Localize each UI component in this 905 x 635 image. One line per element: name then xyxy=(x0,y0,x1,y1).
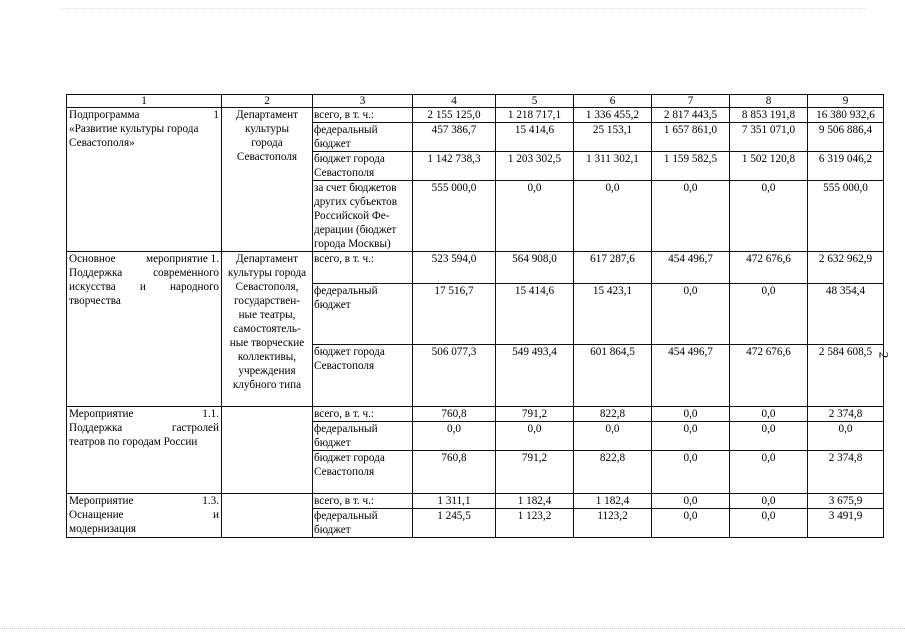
funding-source-cell xyxy=(313,451,413,494)
value-cell: 0,0 xyxy=(652,407,730,422)
header-cell: 2 xyxy=(222,95,313,108)
value-cell: 1123,2 xyxy=(574,509,652,538)
funding-source-line: федеральный xyxy=(314,423,378,435)
activity-name-cell xyxy=(67,252,222,407)
value-cell: 0,0 xyxy=(574,181,652,252)
activity-name-line xyxy=(69,266,219,280)
header-cell: 4 xyxy=(413,95,496,108)
total-cell: 48 354,4 xyxy=(808,283,884,345)
value-cell: 617 287,6 xyxy=(574,252,652,284)
activity-name-line xyxy=(69,252,219,266)
executor-line: ные творческие xyxy=(229,337,305,349)
value-cell: 822,8 xyxy=(574,451,652,494)
value-cell: 1 336 455,2 xyxy=(574,108,652,123)
activity-name-line xyxy=(69,508,219,522)
spacer xyxy=(224,392,310,406)
budget-table xyxy=(66,94,884,538)
header-cell: 9 xyxy=(808,95,884,108)
value-cell: 0,0 xyxy=(652,509,730,538)
value-cell: 1 657 861,0 xyxy=(652,123,730,152)
funding-source-line: за счет бюджетов xyxy=(314,182,397,194)
funding-source-cell xyxy=(313,283,413,345)
executor-line: ные театры, xyxy=(238,309,296,321)
funding-source-line: бюджет города xyxy=(314,153,385,165)
value-cell: 549 493,4 xyxy=(496,345,574,407)
header-cell: 6 xyxy=(574,95,652,108)
value-cell: 822,8 xyxy=(574,407,652,422)
activity-name-line: модернизация xyxy=(69,523,137,535)
value-cell: 506 077,3 xyxy=(413,345,496,407)
value-cell: 1 502 120,8 xyxy=(730,152,808,181)
activity-word: народного xyxy=(170,281,219,293)
header-cell: 3 xyxy=(313,95,413,108)
value-cell: 760,8 xyxy=(413,407,496,422)
total-cell: 3 491,9 xyxy=(808,509,884,538)
funding-source-text: Российской Фе- xyxy=(314,210,390,222)
value-cell: 0,0 xyxy=(730,422,808,451)
value-cell: 472 676,6 xyxy=(730,252,808,284)
table-row xyxy=(67,108,884,123)
value-cell: 8 853 191,8 xyxy=(730,108,808,123)
funding-source-line: бюджет xyxy=(314,437,351,449)
value-cell: 0,0 xyxy=(730,283,808,345)
funding-source-line: других субъектов xyxy=(314,196,398,208)
funding-source-cell xyxy=(313,407,413,422)
value-cell: 1 203 302,5 xyxy=(496,152,574,181)
activity-word: искусства xyxy=(69,281,116,293)
scan-bottom-edge xyxy=(0,622,905,629)
value-cell: 454 496,7 xyxy=(652,252,730,284)
value-cell: 1 245,5 xyxy=(413,509,496,538)
value-cell: 15 414,6 xyxy=(496,283,574,345)
funding-source-cell xyxy=(313,152,413,181)
funding-source-line: всего, в т. ч.: xyxy=(314,408,375,420)
total-cell: 2 632 962,9 xyxy=(808,252,884,284)
executor-line: Севастополя xyxy=(236,151,298,163)
funding-source-line: города Москвы) xyxy=(314,238,391,250)
header-cell: 5 xyxy=(496,95,574,108)
value-cell: 0,0 xyxy=(730,181,808,252)
total-cell: 555 000,0 xyxy=(808,181,884,252)
value-cell: 0,0 xyxy=(730,494,808,509)
funding-source-line: бюджет xyxy=(314,138,351,150)
activity-number: мероприятие 1. xyxy=(146,253,219,265)
funding-source-line: всего, в т. ч.: xyxy=(314,253,375,265)
funding-source-cell xyxy=(313,422,413,451)
value-cell: 0,0 xyxy=(652,451,730,494)
funding-source-line: всего, в т. ч.: xyxy=(314,109,375,121)
value-cell: 760,8 xyxy=(413,451,496,494)
activity-name-line: творчества xyxy=(69,295,121,307)
value-cell: 7 351 071,0 xyxy=(730,123,808,152)
funding-source-line xyxy=(314,345,410,359)
activity-word: Поддержка xyxy=(69,267,123,279)
value-cell: 1 159 582,5 xyxy=(652,152,730,181)
executor-line: государствен- xyxy=(234,295,300,307)
funding-source-line: бюджет xyxy=(314,298,351,311)
funding-source-cell xyxy=(313,509,413,538)
executor-line: коллективы, xyxy=(237,351,297,363)
executor-cell xyxy=(222,108,313,252)
value-cell: 791,2 xyxy=(496,451,574,494)
value-cell: 0,0 xyxy=(730,509,808,538)
value-cell: 601 864,5 xyxy=(574,345,652,407)
activity-label: Мероприятие xyxy=(69,408,134,420)
activity-number: 1.1. xyxy=(202,408,219,420)
value-cell: 0,0 xyxy=(652,422,730,451)
funding-source-cell xyxy=(313,123,413,152)
funding-source-cell xyxy=(313,252,413,284)
header-cell: 8 xyxy=(730,95,808,108)
value-cell: 454 496,7 xyxy=(652,345,730,407)
value-cell: 0,0 xyxy=(413,422,496,451)
value-cell: 791,2 xyxy=(496,407,574,422)
header-cell: 1 xyxy=(67,95,222,108)
executor-line: учреждения xyxy=(238,365,296,377)
value-cell: 1 218 717,1 xyxy=(496,108,574,123)
value-cell: 1 311,1 xyxy=(413,494,496,509)
executor-cell xyxy=(222,252,313,407)
funding-source-line: бюджет xyxy=(314,524,351,536)
value-cell: 25 153,1 xyxy=(574,123,652,152)
spacer xyxy=(314,479,410,493)
funding-source-line: федеральный xyxy=(314,124,378,136)
funding-source-line: бюджет города xyxy=(314,452,385,464)
table-row xyxy=(67,494,884,509)
value-cell: 17 516,7 xyxy=(413,283,496,345)
value-cell: 0,0 xyxy=(730,451,808,494)
funding-source-line: федеральный xyxy=(314,284,378,297)
activity-name-line: театров по городам России xyxy=(69,436,198,448)
activity-name-cell xyxy=(67,407,222,494)
activity-word: и xyxy=(139,281,146,293)
executor-cell xyxy=(222,494,313,538)
funding-source-cell xyxy=(313,108,413,123)
total-cell: 0,0 xyxy=(808,422,884,451)
value-cell: 564 908,0 xyxy=(496,252,574,284)
value-cell: 0,0 xyxy=(574,422,652,451)
program-title-line: Севастополя» xyxy=(69,137,135,149)
executor-line: культуры xyxy=(244,123,290,135)
activity-name-line xyxy=(69,407,219,421)
value-cell: 1 311 302,1 xyxy=(574,152,652,181)
activity-label: Мероприятие xyxy=(69,495,134,507)
funding-source-line: Севастополя xyxy=(314,360,375,373)
value-cell: 0,0 xyxy=(496,422,574,451)
activity-name-line xyxy=(69,494,219,508)
activity-number: 1.3. xyxy=(202,495,219,507)
executor-cell xyxy=(222,407,313,494)
total-cell: 2 374,8 xyxy=(808,451,884,494)
value-cell: 523 594,0 xyxy=(413,252,496,284)
value-cell: 1 123,2 xyxy=(496,509,574,538)
program-number: 1 xyxy=(213,109,219,121)
value-cell: 457 386,7 xyxy=(413,123,496,152)
program-label: Подпрограмма xyxy=(69,109,140,121)
executor-line: клубного типа xyxy=(232,379,302,391)
table-body xyxy=(67,95,884,538)
funding-source-line: Севастополя xyxy=(314,466,375,478)
scan-edge-line xyxy=(60,8,865,10)
total-cell: 3 675,9 xyxy=(808,494,884,509)
executor-line: самостоятель- xyxy=(233,323,301,335)
table-header-row xyxy=(67,95,884,108)
activity-word: современного xyxy=(153,267,219,279)
funding-source-line: всего, в т. ч.: xyxy=(314,495,375,507)
funding-source-cell xyxy=(313,345,413,407)
value-cell: 15 423,1 xyxy=(574,283,652,345)
page-number: 2 xyxy=(876,351,892,359)
executor-line: Департамент xyxy=(235,253,299,265)
header-cell: 7 xyxy=(652,95,730,108)
executor-line: Департамент xyxy=(235,109,299,121)
activity-name-line xyxy=(69,421,219,435)
activity-word: Оснащение xyxy=(69,509,124,521)
activity-word: Поддержка xyxy=(69,422,123,434)
funding-source-line: дерации (бюджет xyxy=(314,224,397,236)
executor-line: культуры города xyxy=(227,267,307,279)
value-cell: 15 414,6 xyxy=(496,123,574,152)
activity-name-cell xyxy=(67,494,222,538)
total-cell: 2 374,8 xyxy=(808,407,884,422)
funding-source-line: федеральный xyxy=(314,510,378,522)
total-cell: 6 319 046,2 xyxy=(808,152,884,181)
activity-name-line xyxy=(69,280,219,294)
funding-source-line: Севастополя xyxy=(314,167,375,179)
activity-label: Основное xyxy=(69,253,116,265)
value-cell: 0,0 xyxy=(496,181,574,252)
value-cell: 2 817 443,5 xyxy=(652,108,730,123)
funding-source-text: бюджет города xyxy=(314,346,385,359)
value-cell: 0,0 xyxy=(652,494,730,509)
value-cell: 0,0 xyxy=(652,181,730,252)
value-cell: 1 182,4 xyxy=(574,494,652,509)
activity-word: гастролей xyxy=(171,422,219,434)
activity-word: и xyxy=(213,509,219,521)
funding-source-line xyxy=(314,209,410,223)
program-title-line: «Развитие культуры города xyxy=(69,123,199,135)
table-row xyxy=(67,252,884,284)
executor-line: Севастополя, xyxy=(235,281,299,293)
funding-source-cell xyxy=(313,494,413,509)
total-cell: 2 584 608,5 xyxy=(808,345,884,407)
value-cell: 472 676,6 xyxy=(730,345,808,407)
value-cell: 555 000,0 xyxy=(413,181,496,252)
value-cell: 0,0 xyxy=(730,407,808,422)
value-cell: 1 182,4 xyxy=(496,494,574,509)
total-cell: 16 380 932,6 xyxy=(808,108,884,123)
value-cell: 2 155 125,0 xyxy=(413,108,496,123)
funding-source-cell xyxy=(313,181,413,252)
value-cell: 0,0 xyxy=(652,283,730,345)
program-name-cell xyxy=(67,108,222,252)
table-row xyxy=(67,407,884,422)
total-cell: 9 506 886,4 xyxy=(808,123,884,152)
value-cell: 1 142 738,3 xyxy=(413,152,496,181)
executor-line: города xyxy=(251,137,283,149)
program-name-line xyxy=(69,108,219,122)
